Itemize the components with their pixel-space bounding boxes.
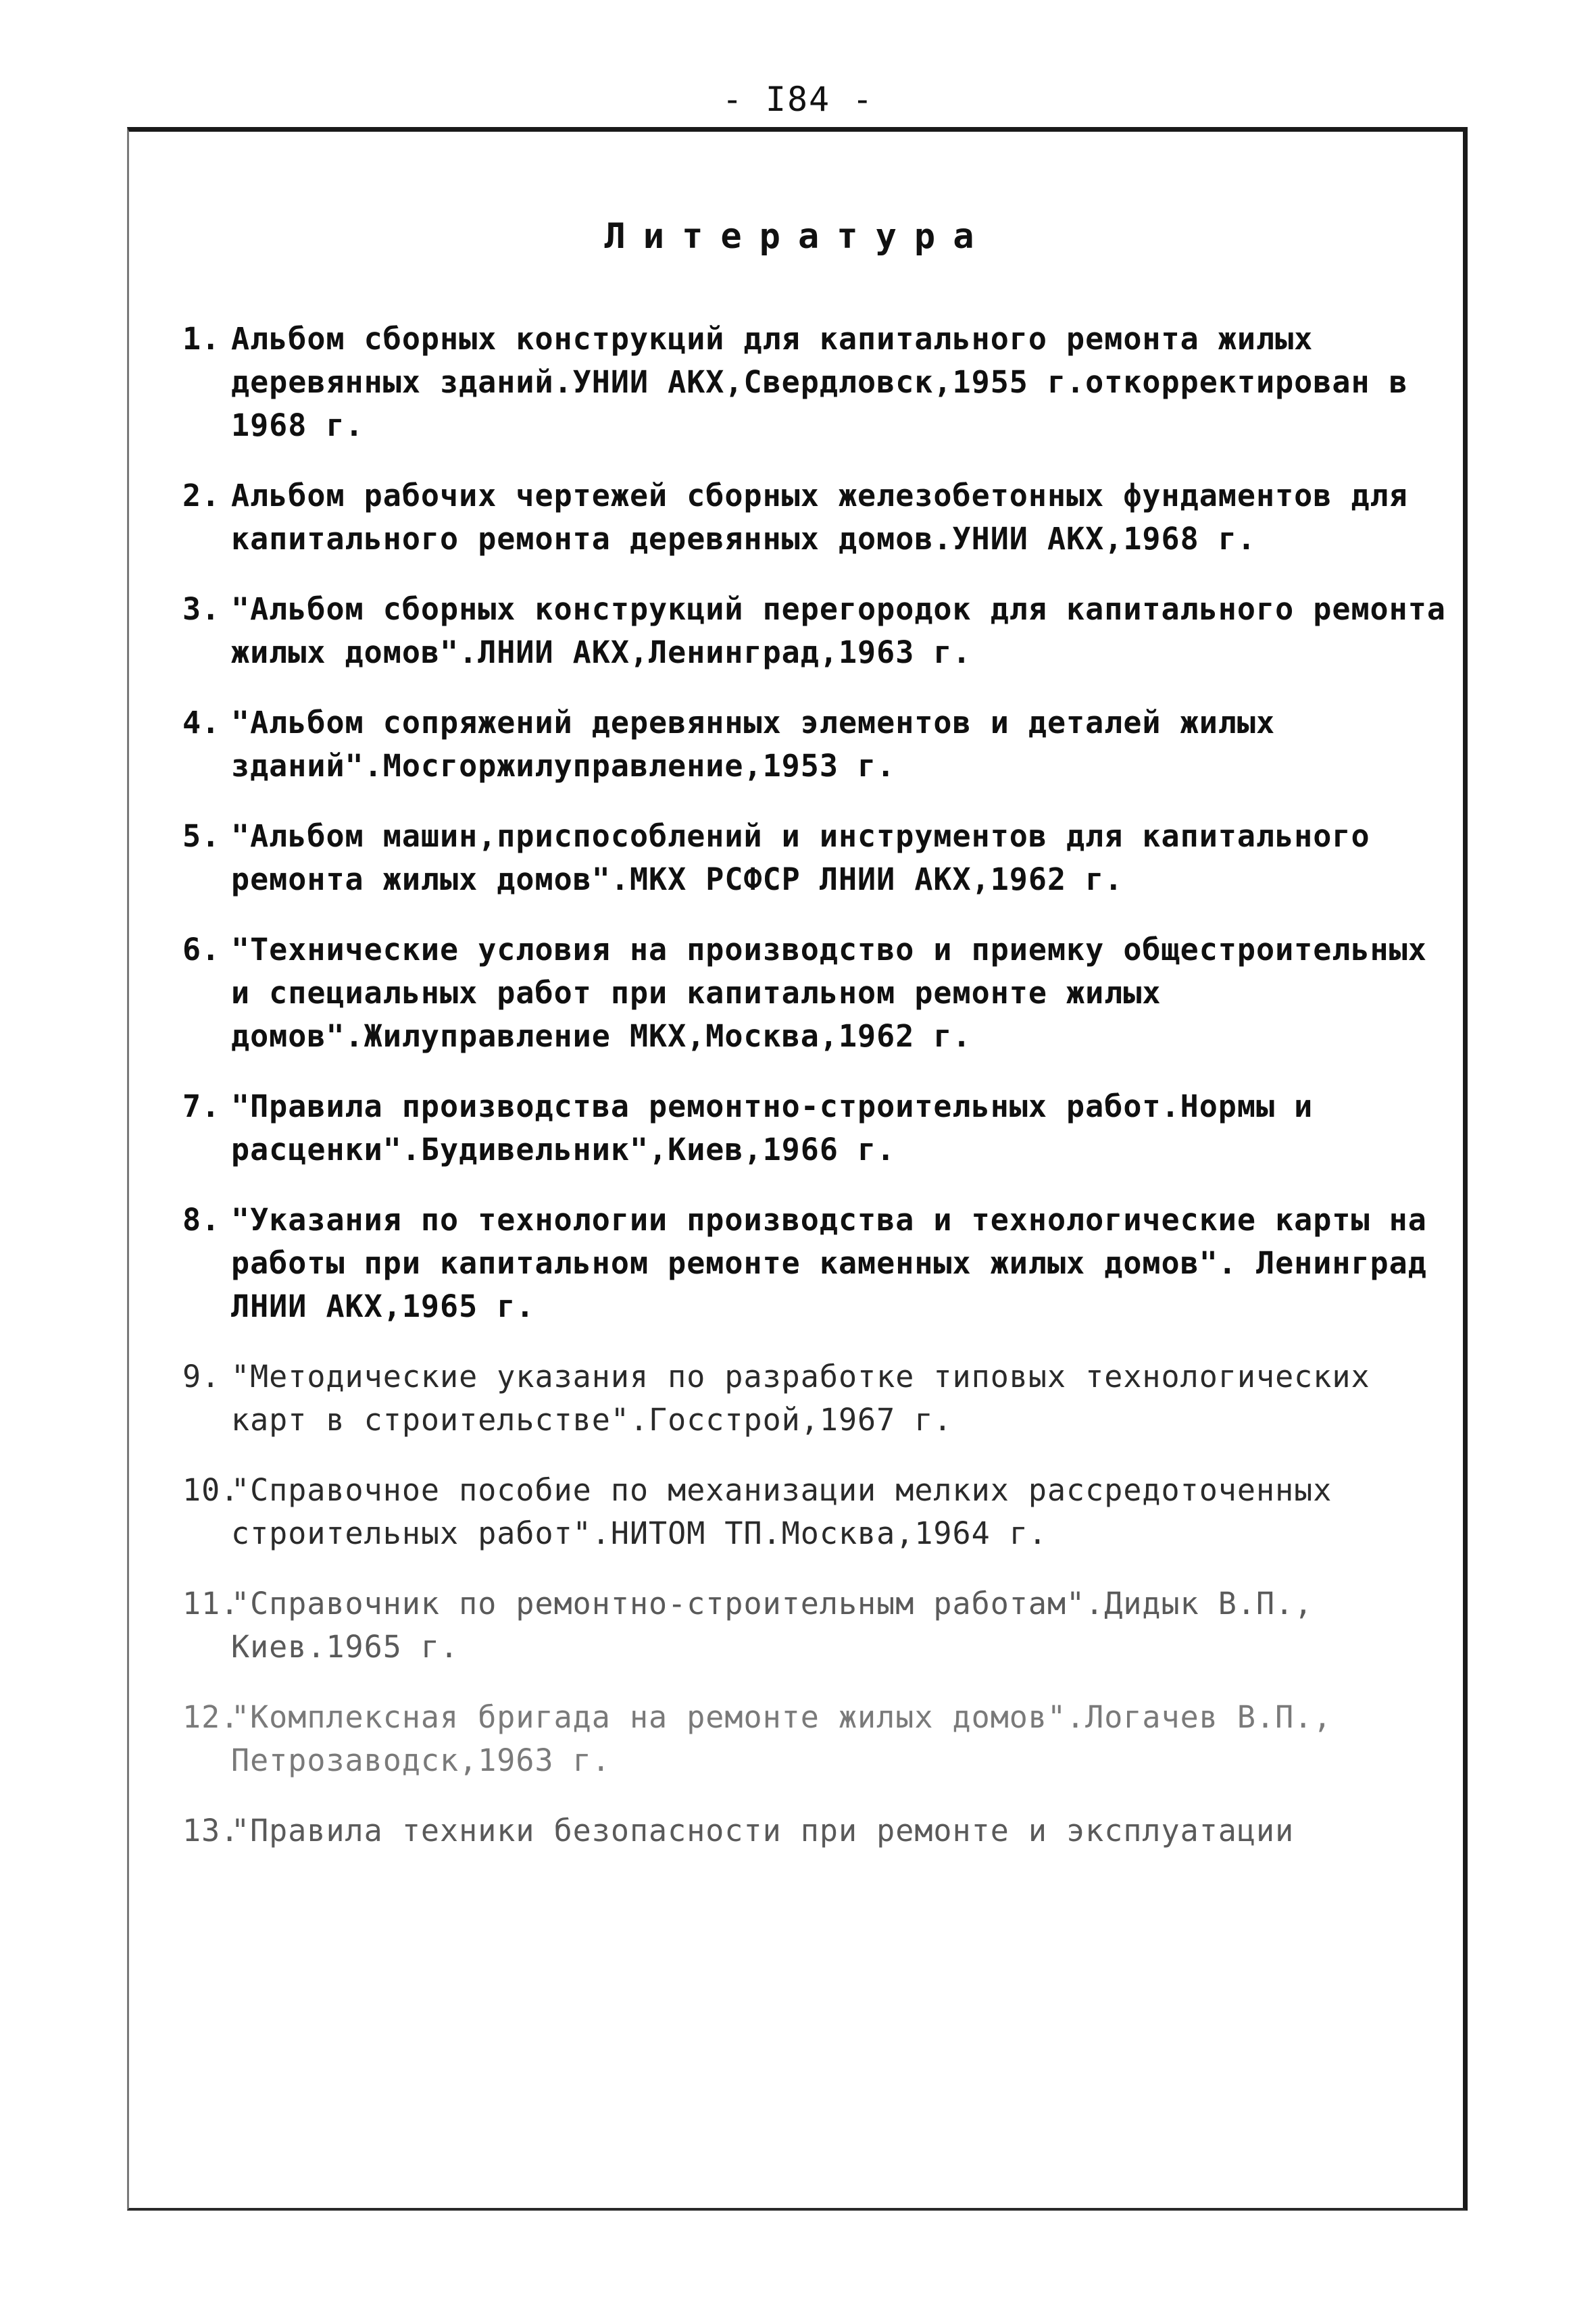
reference-item xyxy=(182,1199,1453,1328)
reference-number: 12. xyxy=(182,1699,240,1735)
reference-text: Альбом рабочих чертежей сборных железобетонных фундаментов для капитального ремонта деревянных домов.УНИИ АКХ,1968 г. xyxy=(231,478,1408,557)
reference-item xyxy=(182,701,1453,788)
reference-number: 7. xyxy=(182,1088,221,1124)
reference-text: "Технические условия на производство и приемку общестроительных и специальных работ при капитальном ремонте жилых домов".Жилуправление МКХ,Москва,1962 г. xyxy=(231,932,1427,1054)
reference-item xyxy=(182,1469,1453,1555)
reference-number: 1. xyxy=(182,321,221,357)
reference-number: 8. xyxy=(182,1202,221,1238)
reference-text: "Комплексная бригада на ремонте жилых домов".Логачев В.П., Петрозаводск,1963 г. xyxy=(231,1699,1332,1778)
reference-text: "Правила техники безопасности при ремонте и эксплуатации xyxy=(231,1813,1295,1848)
reference-item xyxy=(182,928,1453,1058)
reference-text: "Правила производства ремонтно-строительных работ.Нормы и расценки".Будивельник",Киев,1966 г. xyxy=(231,1088,1314,1167)
reference-text: "Альбом сопряжений деревянных элементов и деталей жилых зданий".Мосгоржилуправление,1953 г. xyxy=(231,705,1276,784)
reference-item xyxy=(182,815,1453,901)
reference-text: "Указания по технологии производства и технологические карты на работы при капитальном ремонте каменных жилых домов". Ленинград ЛНИИ АКХ,1965 г. xyxy=(231,1202,1427,1324)
reference-item xyxy=(182,588,1453,674)
reference-text: "Методические указания по разработке типовых технологических карт в строительстве".Госстрой,1967 г. xyxy=(231,1359,1370,1438)
reference-number: 9. xyxy=(182,1359,221,1394)
reference-item xyxy=(182,1582,1453,1669)
reference-number: 2. xyxy=(182,478,221,513)
reference-text: "Альбом машин,приспособлений и инструментов для капитального ремонта жилых домов".МКХ РСФСР ЛНИИ АКХ,1962 г. xyxy=(231,818,1370,897)
reference-number: 4. xyxy=(182,705,221,740)
reference-text: "Справочное пособие по механизации мелких рассредоточенных строительных работ".НИТОМ ТП.Москва,1964 г. xyxy=(231,1472,1332,1551)
section-heading: Литература xyxy=(604,216,992,257)
page-number: - I84 - xyxy=(722,80,874,119)
reference-text: Альбом сборных конструкций для капитального ремонта жилых деревянных зданий.УНИИ АКХ,Свердловск,1955 г.откорректирован в 1968 г. xyxy=(231,321,1408,443)
reference-number: 3. xyxy=(182,591,221,627)
reference-item xyxy=(182,1809,1453,1853)
reference-number: 13. xyxy=(182,1813,240,1848)
reference-item xyxy=(182,318,1453,447)
reference-number: 6. xyxy=(182,932,221,967)
reference-item xyxy=(182,474,1453,561)
reference-text: "Справочник по ремонтно-строительным работам".Дидык В.П., Киев.1965 г. xyxy=(231,1586,1314,1665)
reference-text: "Альбом сборных конструкций перегородок для капитального ремонта жилых домов".ЛНИИ АКХ,Ленинград,1963 г. xyxy=(231,591,1446,670)
reference-item xyxy=(182,1355,1453,1442)
reference-list xyxy=(182,318,1453,1880)
reference-item xyxy=(182,1085,1453,1172)
reference-number: 11. xyxy=(182,1586,240,1621)
reference-number: 5. xyxy=(182,818,221,854)
reference-item xyxy=(182,1696,1453,1782)
reference-number: 10. xyxy=(182,1472,240,1508)
